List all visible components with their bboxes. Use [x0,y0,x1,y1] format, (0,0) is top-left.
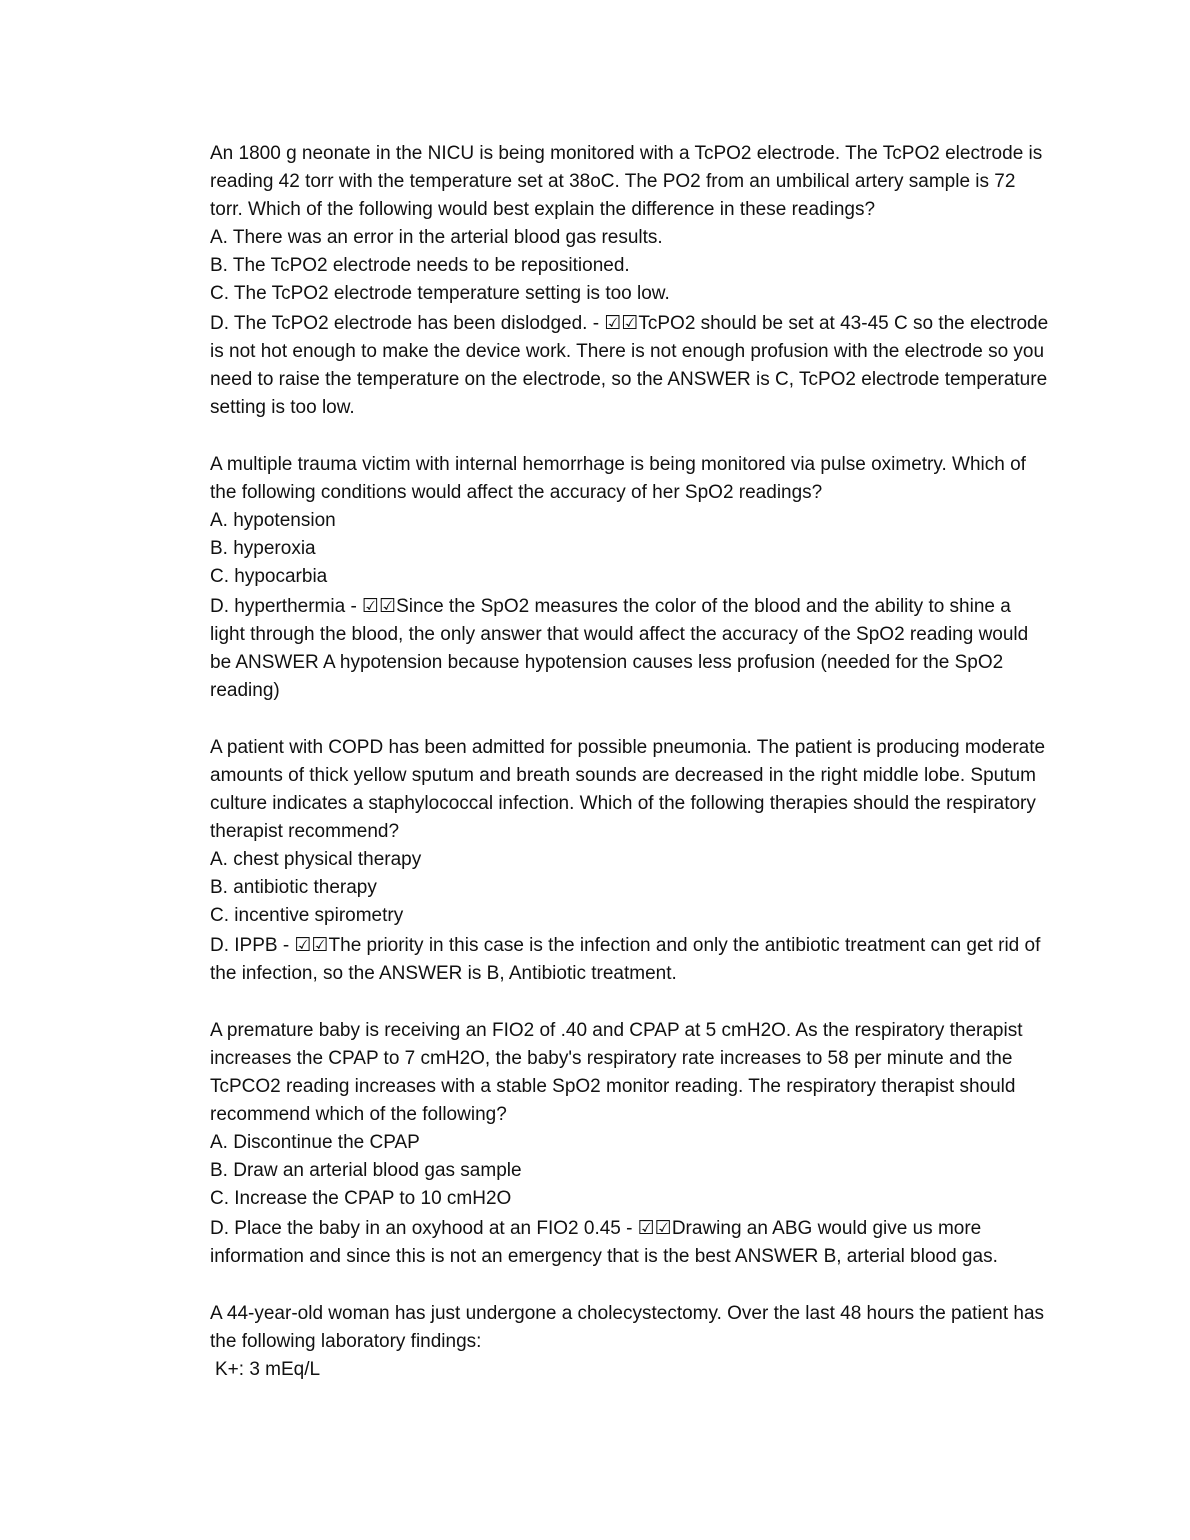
option-b: B. antibiotic therapy [210,877,377,898]
question-stem: A 44-year-old woman has just undergone a cholecystectomy. Over the last 48 hours the patient has the following laboratory findings: [210,1303,1045,1352]
option-a: A. hypotension [210,510,336,531]
option-a: A. chest physical therapy [210,849,422,870]
option-d-with-answer: D. IPPB - ☑☑The priority in this case is the infection and only the antibiotic treatment can get rid of the infection, so the ANSWER is B, Antibiotic treatment. [210,935,1041,984]
option-b: B. Draw an arterial blood gas sample [210,1160,522,1181]
question-stem: A patient with COPD has been admitted for possible pneumonia. The patient is producing moderate amounts of thick yellow sputum and breath sounds are decreased in the right middle lobe. Sputum culture indicates a staphylococcal infection. Which of the following therapies should the respiratory therapist recommend? [210,737,1046,842]
option-b: B. The TcPO2 electrode needs to be repositioned. [210,255,630,276]
option-b: B. hyperoxia [210,538,316,559]
lab-finding-potassium: K+: 3 mEq/L [215,1359,321,1380]
option-d-with-answer: D. The TcPO2 electrode has been dislodged. - ☑☑TcPO2 should be set at 43-45 C so the electrode is not hot enough to make the device work. There is not enough profusion with the electrode so you need to raise the temperature on the electrode, so the ANSWER is C, TcPO2 electrode temperature setting is too low. [210,313,1049,418]
option-c: C. incentive spirometry [210,905,404,926]
option-d-with-answer: D. hyperthermia - ☑☑Since the SpO2 measures the color of the blood and the ability to shine a light through the blood, the only answer that would affect the accuracy of the SpO2 reading would be ANSWER A hypotension because hypotension causes less profusion (needed for the SpO2 reading) [210,596,1029,701]
question-4 [210,1017,1050,1271]
question-stem: A premature baby is receiving an FIO2 of .40 and CPAP at 5 cmH2O. As the respiratory therapist increases the CPAP to 7 cmH2O, the baby's respiratory rate increases to 58 per minute and the TcPCO2 reading increases with a stable SpO2 monitor reading. The respiratory therapist should recommend which of the following? [210,1020,1023,1125]
option-c: C. Increase the CPAP to 10 cmH2O [210,1188,512,1209]
option-c: C. The TcPO2 electrode temperature setting is too low. [210,283,670,304]
option-d-with-answer: D. Place the baby in an oxyhood at an FIO2 0.45 - ☑☑Drawing an ABG would give us more information and since this is not an emergency that is the best ANSWER B, arterial blood gas. [210,1218,998,1267]
option-a: A. There was an error in the arterial blood gas results. [210,227,663,248]
question-stem: A multiple trauma victim with internal hemorrhage is being monitored via pulse oximetry. Which of the following conditions would affect the accuracy of her SpO2 readings? [210,454,1026,503]
question-3 [210,734,1050,988]
question-2 [210,451,1050,705]
option-c: C. hypocarbia [210,566,328,587]
document-body [210,140,1050,1413]
question-stem: An 1800 g neonate in the NICU is being monitored with a TcPO2 electrode. The TcPO2 electrode is reading 42 torr with the temperature set at 38oC. The PO2 from an umbilical artery sample is 72 torr. Which of the following would best explain the difference in these readings? [210,143,1043,220]
question-1 [210,140,1050,422]
option-a: A. Discontinue the CPAP [210,1132,420,1153]
question-5 [210,1300,1050,1384]
